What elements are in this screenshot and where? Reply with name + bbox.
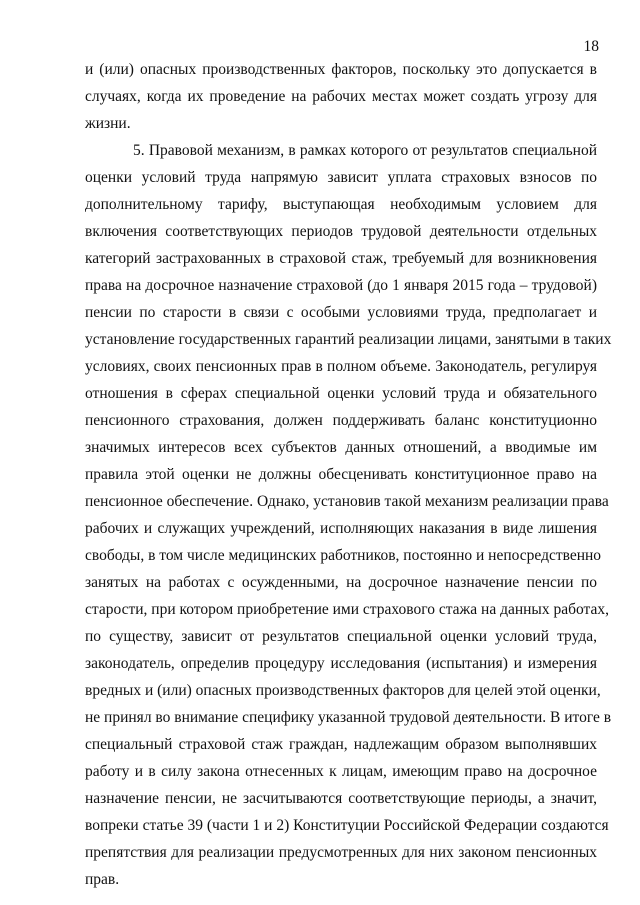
- text-line: пенсионное обеспечение. Однако, установив такой механизм реализации права: [85, 493, 609, 510]
- text-line: вопреки статье 39 (части 1 и 2) Конституции Российской Федерации создаются: [85, 817, 609, 834]
- text-line: значимых интересов всех субъектов данных отношений, а вводимые им: [85, 439, 597, 456]
- page-number: 18: [583, 38, 599, 55]
- text-line: назначение пенсии, не засчитываются соответствующие периоды, а значит,: [85, 790, 597, 807]
- text-line: категорий застрахованных в страховой стаж, требуемый для возникновения: [85, 250, 597, 267]
- text-line: отношения в сферах специальной оценки условий труда и обязательного: [85, 385, 597, 402]
- text-line: не принял во внимание специфику указанной трудовой деятельности. В итоге в: [85, 709, 612, 726]
- text-line: пенсионного страхования, должен поддерживать баланс конституционно: [85, 412, 597, 429]
- text-line: по существу, зависит от результатов специальной оценки условий труда,: [85, 628, 597, 645]
- text-line: случаях, когда их проведение на рабочих местах может создать угрозу для: [85, 88, 597, 105]
- text-line: препятствия для реализации предусмотренных для них законом пенсионных: [85, 844, 597, 861]
- text-line: старости, при котором приобретение ими страхового стажа на данных работах,: [85, 601, 609, 618]
- text-line: установление государственных гарантий реализации лицами, занятыми в таких: [85, 331, 612, 348]
- text-line: оценки условий труда напрямую зависит уплата страховых взносов по: [85, 169, 597, 186]
- text-line: свободы, в том числе медицинских работников, постоянно и непосредственно: [85, 547, 602, 564]
- text-line: законодатель, определив процедуру исследования (испытания) и измерения: [85, 655, 597, 672]
- text-line: дополнительному тарифу, выступающая необходимым условием для: [85, 196, 597, 213]
- text-line: жизни.: [85, 115, 131, 132]
- document-body: [85, 56, 612, 893]
- text-line: включения соответствующих периодов трудовой деятельности отдельных: [85, 223, 597, 240]
- text-line: занятых на работах с осужденными, на досрочное назначение пенсии по: [85, 574, 597, 591]
- text-line: рабочих и служащих учреждений, исполняющих наказания в виде лишения: [85, 520, 597, 537]
- text-line: права на досрочное назначение страховой (до 1 января 2015 года – трудовой): [85, 277, 597, 294]
- text-line: прав.: [85, 871, 120, 888]
- text-line: правила этой оценки не должны обесценивать конституционное право на: [85, 466, 597, 483]
- text-line: пенсии по старости в связи с особыми условиями труда, предполагает и: [85, 304, 597, 321]
- text-line: условиях, своих пенсионных прав в полном объеме. Законодатель, регулируя: [85, 358, 597, 375]
- text-line: специальный страховой стаж граждан, надлежащим образом выполнявших: [85, 736, 597, 753]
- text-line: и (или) опасных производственных факторов, поскольку это допускается в: [85, 61, 597, 78]
- text-line: вредных и (или) опасных производственных факторов для целей этой оценки,: [85, 682, 601, 699]
- paragraph-first-line: 5. Правовой механизм, в рамках которого от результатов специальной: [133, 142, 597, 159]
- text-line: работу и в силу закона отнесенных к лицам, имеющим право на досрочное: [85, 763, 597, 780]
